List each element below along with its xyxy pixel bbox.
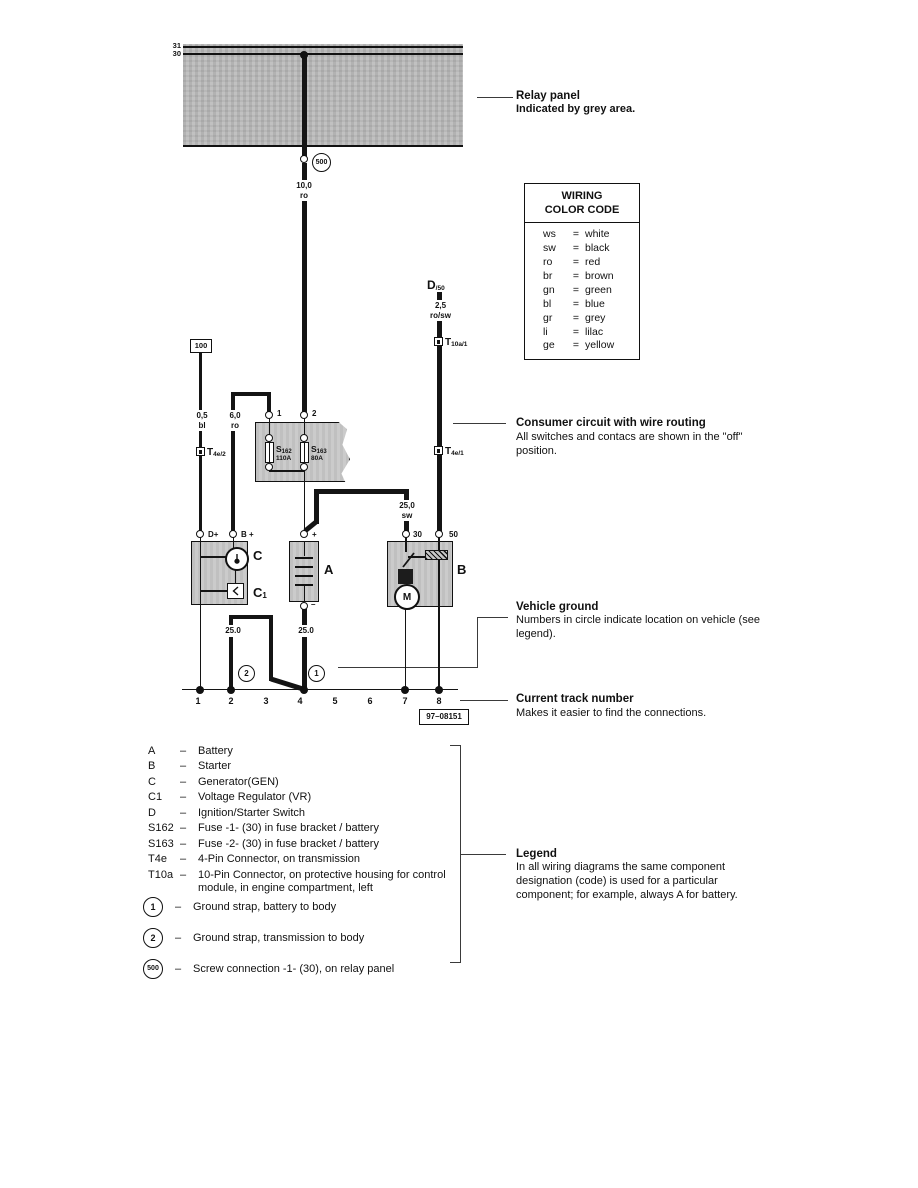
component-100-label: 100 (194, 341, 208, 351)
junction-track1 (196, 686, 204, 694)
bus-label-31: 31 (172, 41, 181, 50)
fuse-s162-icon (265, 442, 274, 463)
starter-solenoid-contact (425, 550, 448, 560)
junction-30 (300, 51, 308, 59)
legend-ground2-circle: 2 (143, 928, 163, 948)
terminal-50 (435, 530, 443, 538)
starter-motor-symbol (394, 584, 420, 610)
track-number-2: 2 (228, 696, 234, 706)
terminal-bplus-label: B + (241, 530, 254, 539)
track-number-3: 3 (263, 696, 269, 706)
terminal-30 (402, 530, 410, 538)
color-code-row: ro = red (543, 256, 601, 268)
legend-item-t10a: T10a – 10-Pin Connector, on protective housing for control module, in engine compartment, left (148, 869, 446, 895)
fuse-terminal-2-label: 2 (312, 409, 317, 418)
legend-item-c: C – Generator(GEN) (148, 776, 279, 788)
terminal-500 (300, 155, 308, 163)
color-code-row: gr = grey (543, 311, 606, 324)
track-number-7: 7 (402, 696, 408, 706)
battery-plates-short (299, 561, 309, 586)
doc-number-box (419, 709, 469, 725)
terminal-battery-plus-label: + (312, 530, 317, 539)
label-d50: D/50 (427, 278, 445, 292)
regulator-label-c1: C1 (253, 585, 267, 600)
terminal-bplus (229, 530, 237, 538)
color-code-row: ge = yellow (543, 339, 615, 352)
legend-item-t4e: T4e – 4-Pin Connector, on transmission (148, 853, 361, 865)
color-code-table (524, 183, 640, 360)
color-code-row: sw = black (543, 242, 610, 255)
terminal-battery-minus-label: – (311, 600, 316, 609)
legend-item-c1: C1 – Voltage Regulator (VR) (148, 791, 312, 803)
fuse2-contact-bottom (300, 463, 308, 471)
annotation-track-body: Makes it easier to find the connections. (516, 707, 707, 719)
track-base-line (182, 689, 458, 691)
connector-t4e1-label: T4e/1 (445, 446, 464, 457)
fuse-s163-icon (300, 442, 309, 463)
fuse-s163-label: S163 80A (311, 444, 327, 462)
wire-label-25-0-left: 25.0 (218, 625, 248, 637)
connector-t4e2-label: T4e/2 (207, 447, 226, 458)
track-number-1: 1 (195, 696, 201, 706)
annotation-consumer-body: All switches and contacs are shown in the "off" position. (516, 431, 743, 457)
annotation-consumer-title: Consumer circuit with wire routing (516, 417, 706, 429)
ground-symbol-2 (238, 665, 255, 682)
annotation-track-title: Current track number (516, 693, 634, 705)
terminal-battery-minus (300, 602, 308, 610)
track-number-8: 8 (436, 696, 442, 706)
legend-ground1-circle: 1 (143, 897, 163, 917)
fuse-terminal-1-label: 1 (277, 409, 282, 418)
terminal-30-label: 30 (413, 530, 422, 539)
connector-t4e2-icon (196, 447, 205, 456)
starter-solenoid-coil (398, 569, 413, 584)
legend-item-ground2: 2 – Ground strap, transmission to body (148, 932, 457, 948)
color-code-divider (525, 222, 639, 224)
ground-symbol-1 (308, 665, 325, 682)
wire-label-6-0-ro: 6,0 ro (222, 410, 248, 431)
wire-label-25-0-right: 25.0 (291, 625, 321, 637)
fuse1-contact-bottom (265, 463, 273, 471)
color-code-row: gn = green (543, 283, 612, 296)
starter-motor-m: M (402, 591, 412, 603)
color-code-row: li = lilac (543, 325, 604, 338)
wire-label-2-5-rosw: 2,5 ro/sw (422, 300, 459, 321)
wire-label-25-0-sw: 25,0 sw (392, 500, 422, 521)
color-code-row: ws = white (543, 228, 610, 241)
legend-screw500-circle: 500 (143, 959, 163, 979)
color-code-row: br = brown (543, 269, 614, 282)
legend-item-s162: S162 – Fuse -1- (30) in fuse bracket / battery (148, 822, 379, 834)
junction-track2 (227, 686, 235, 694)
wire-label-10-0-ro: 10,0 ro (288, 180, 320, 201)
terminal-50-label: 50 (449, 530, 458, 539)
screw-connection-500 (312, 153, 331, 172)
generator-label-c: C (253, 548, 263, 563)
legend-item-ground1: 1 – Ground strap, battery to body (148, 901, 457, 917)
fuse2-contact-top (300, 434, 308, 442)
connector-t4e1-icon (434, 446, 443, 455)
terminal-battery-plus (300, 530, 308, 538)
junction-track4 (300, 686, 308, 694)
regulator-symbol (227, 583, 244, 599)
annotation-ground-title: Vehicle ground (516, 601, 599, 613)
fuse-s162-label: S162 110A (276, 444, 292, 462)
doc-number: 97–08151 (426, 712, 462, 721)
color-code-row: bl = blue (543, 297, 605, 310)
terminal-dplus-label: D+ (208, 530, 219, 539)
starter-label-b: B (457, 562, 467, 577)
legend-item-s163: S163 – Fuse -2- (30) in fuse bracket / battery (148, 838, 379, 850)
track-number-6: 6 (367, 696, 373, 706)
junction-track7 (401, 686, 409, 694)
annotation-ground-body: Numbers in circle indicate location on vehicle (see legend). (516, 614, 760, 640)
generator-symbol (225, 547, 249, 571)
annotation-relay-title: Relay panel (516, 90, 580, 102)
screw-500-label: 500 (315, 159, 328, 166)
ground-1-number: 1 (314, 669, 319, 678)
connector-t10a1-icon (434, 337, 443, 346)
ground-2-number: 2 (244, 669, 249, 678)
legend-item-d: D – Ignition/Starter Switch (148, 807, 305, 819)
wire-label-0-5-bl: 0,5 bl (189, 410, 215, 431)
connector-t10a1-label: T10a/1 (445, 337, 468, 348)
annotation-legend-title: Legend (516, 848, 557, 860)
fuse-terminal-2 (300, 411, 308, 419)
track-number-5: 5 (332, 696, 338, 706)
track-number-4: 4 (297, 696, 303, 706)
junction-track8 (435, 686, 443, 694)
legend-item-screw500: 500 – Screw connection -1- (30), on relay panel (148, 963, 457, 979)
annotation-legend-body: In all wiring diagrams the same component designation (code) is used for a particular component; for example, always A for battery. (516, 861, 738, 901)
fuse-terminal-1 (265, 411, 273, 419)
legend-item-a: A – Battery (148, 745, 233, 757)
terminal-dplus (196, 530, 204, 538)
fuse1-contact-top (265, 434, 273, 442)
legend-item-b: B – Starter (148, 760, 232, 772)
component-100-box (190, 339, 212, 353)
annotation-relay-body: Indicated by grey area. (516, 103, 636, 115)
color-code-title: WIRING COLOR CODE (544, 190, 620, 217)
bus-label-30: 30 (172, 49, 181, 58)
battery-label-a: A (324, 562, 334, 577)
